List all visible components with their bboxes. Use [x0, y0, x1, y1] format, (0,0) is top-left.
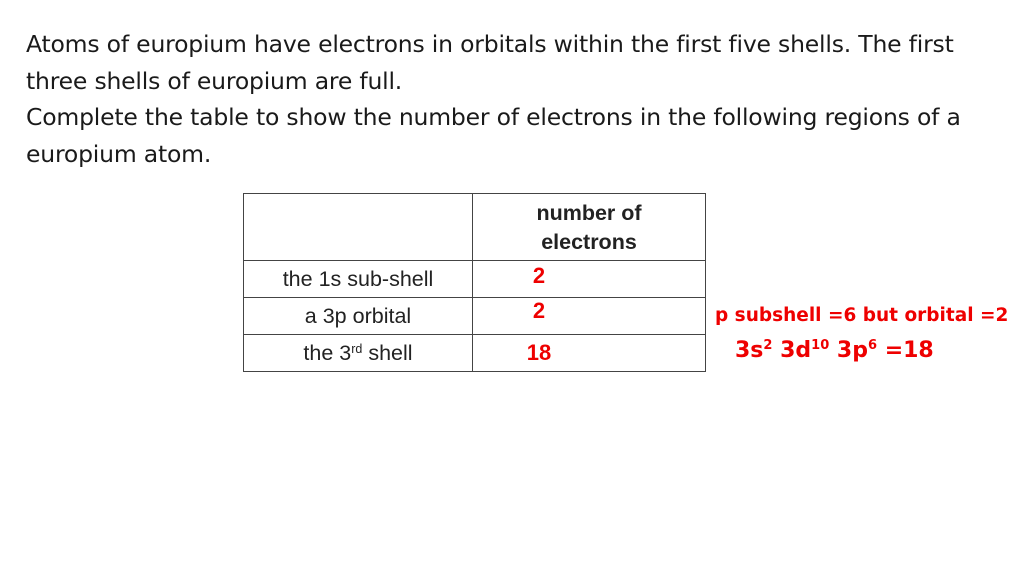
- question-instruction: Complete the table to show the number of electrons in the following regions of a europium atom.: [26, 103, 961, 168]
- row-label-1s-subshell: the 1s sub-shell: [244, 261, 473, 298]
- header-empty-cell: [244, 194, 473, 261]
- table-row: [244, 335, 706, 372]
- annotation-p-subshell: p subshell =6 but orbital =2: [715, 305, 1009, 326]
- table-row: [244, 298, 706, 335]
- answer-3rd-shell: 18: [526, 340, 552, 365]
- table-row: [244, 261, 706, 298]
- table-header-row: [244, 194, 706, 261]
- header-line-2: electrons: [541, 230, 637, 254]
- answer-3p: 2: [532, 298, 546, 323]
- answer-cell-3p: [473, 298, 706, 335]
- annotation-electron-configuration: $3s^2$ $3d^{10}$ $3p^6 =18$: [735, 338, 934, 363]
- question-text: [26, 26, 1011, 172]
- row-label-3p-orbital: a 3p orbital: [244, 298, 473, 335]
- answer-cell-3rd-shell: [473, 335, 706, 372]
- header-line-1: number of: [536, 201, 642, 225]
- electron-table: [243, 193, 706, 372]
- question-intro: Atoms of europium have electrons in orbitals within the first five shells. The first three shells of europium are full.: [26, 30, 954, 95]
- answer-1s: 2: [532, 263, 546, 288]
- header-number-of-electrons: [473, 194, 706, 261]
- row-label-3rd-shell: the 3rd shell: [244, 335, 473, 372]
- answer-cell-1s: [473, 261, 706, 298]
